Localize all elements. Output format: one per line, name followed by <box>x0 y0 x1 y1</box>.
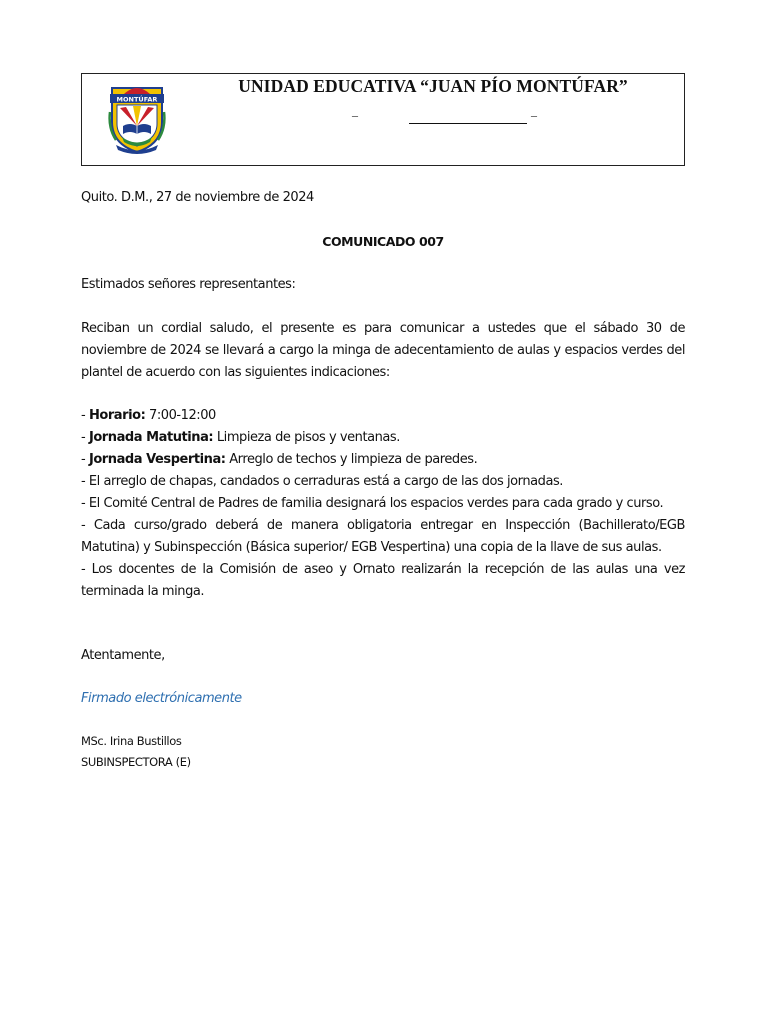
right-dash: – <box>531 108 537 122</box>
signer-name: MSc. Irina Bustillos <box>81 734 182 748</box>
greeting: Estimados señores representantes: <box>81 277 296 292</box>
list-item-jornada-vespertina: - Jornada Vespertina: Arreglo de techos y limpieza de paredes. <box>81 452 478 467</box>
letterhead <box>81 73 685 166</box>
list-item-llave-aulas: - Cada curso/grado deberá de manera obligatoria entregar en Inspección (Bachillerato/EGB Matutina) y Subinspección (Básica superior/ EGB Vespertina) una copia de la llave de sus aulas. <box>81 518 685 555</box>
list-item-horario: - Horario: 7:00-12:00 <box>81 408 216 423</box>
list-item-espacios-verdes: - El Comité Central de Padres de familia designará los espacios verdes para cada grado y curso. <box>81 496 664 511</box>
intro-paragraph: Reciban un cordial saludo, el presente es para comunicar a ustedes que el sábado 30 de noviembre de 2024 se llevará a cargo la minga de adecentamiento de aulas y espacios verdes del plantel de acuerdo con las siguientes indicaciones: <box>81 321 685 380</box>
list-item-recepcion-aulas: - Los docentes de la Comisión de aseo y Ornato realizarán la recepción de las aulas una vez terminada la minga. <box>81 562 685 599</box>
signer-role: SUBINSPECTORA (E) <box>81 755 191 769</box>
list-item-chapas: - El arreglo de chapas, candados o cerraduras está a cargo de las dos jornadas. <box>81 474 563 489</box>
school-name: UNIDAD EDUCATIVA “JUAN PÍO MONTÚFAR” <box>238 76 628 96</box>
closing: Atentamente, <box>81 648 165 663</box>
blank-underline <box>409 123 527 124</box>
electronic-signature-note: Firmado electrónicamente <box>81 691 242 706</box>
left-dash: – <box>352 108 358 122</box>
logo-banner-text: MONTÚFAR <box>116 95 158 104</box>
list-item-jornada-matutina: - Jornada Matutina: Limpieza de pisos y ventanas. <box>81 430 400 445</box>
instructions-list <box>81 405 685 603</box>
date-line: Quito. D.M., 27 de noviembre de 2024 <box>81 190 314 205</box>
communique-title: COMUNICADO 007 <box>322 234 444 249</box>
